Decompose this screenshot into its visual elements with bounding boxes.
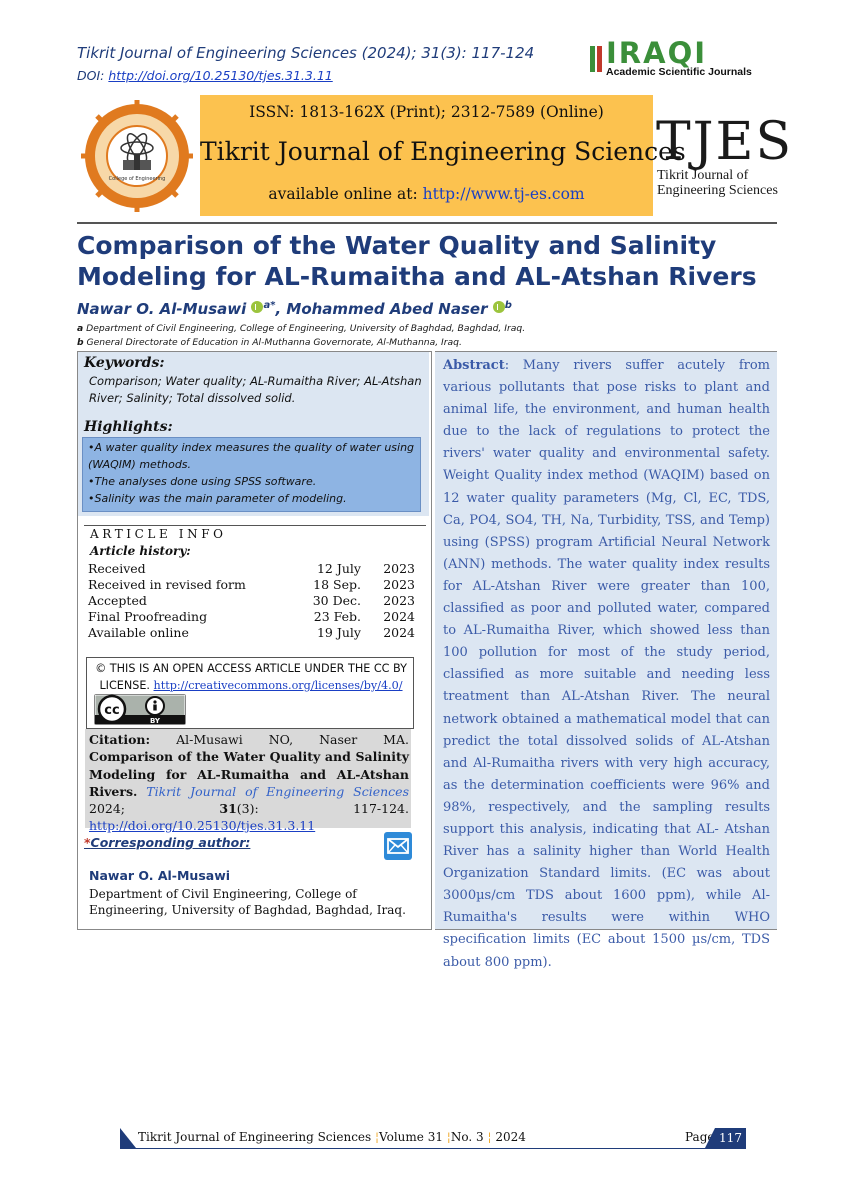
highlight-text: A water quality index measures the quality of water using (WAQIM) methods. bbox=[88, 441, 415, 471]
iraqi-logo-word: IRAQI bbox=[606, 36, 708, 70]
abstract-text bbox=[443, 355, 770, 974]
running-header-doi bbox=[77, 68, 333, 83]
tjes-logo-name bbox=[657, 168, 778, 198]
history-date: 12 July bbox=[316, 561, 361, 576]
abstract-label: Abstract bbox=[443, 358, 505, 373]
footer-page-number: 117 bbox=[715, 1128, 746, 1148]
history-date: 18 Sep. bbox=[313, 577, 361, 592]
abstract-body: : Many rivers suffer acutely from various pollutants that pose risks to plant and animal life, the environment, and human health due to the lack of regulations to protect the rivers' water quality and environmental safety. Weight Quality index method (WAQIM) based on 12 water quality parameters (Mg, Cl, EC, TDS, Ca, PO4, SO4, TH, Na, Turbidity, TSS, and Temp) using (SPSS) program Artificial Neural Network (ANN) methods. The water quality index results for AL-Atshan River were greater than 100, classified as poor and polluted water, compared to AL-Rumaitha River, which showed less than 100 pollution for most of the study period, classified as more suitable and needing less treatment than AL-Atshan River. The neural network obtained a mathematical model that can predict the total dissolved solids of AL-Atshan and Al-Rumaitha rivers with very high accuracy, as the determination coefficients were 96% and 98%, respectively, and the sampling results support this analysis, indicating that AL- Atshan River has a salinity higher than World Health Organization Standard limits. (EC was about 3000µs/cm TDS about 1600 ppm), while Al-Rumaitha's results were within WHO specification limits (EC about 1500 µs/cm, TDS about 800 ppm). bbox=[443, 358, 770, 970]
author-separator: , bbox=[275, 300, 287, 318]
by-text: BY bbox=[149, 717, 161, 725]
citation-label: Citation: bbox=[89, 732, 151, 747]
affiliation-text: Department of Civil Engineering, College of Engineering, University of Baghdad, Baghdad, Iraq. bbox=[86, 323, 526, 334]
history-date: 19 July bbox=[316, 625, 361, 640]
corresponding-author-heading bbox=[84, 835, 250, 850]
tjes-logo-line2: Engineering Sciences bbox=[657, 183, 778, 198]
license-text bbox=[93, 660, 409, 694]
footer-text: Tikrit Journal of Engineering Sciences ¦Volume 31 ¦No. 3 ¦ 2024 bbox=[138, 1130, 526, 1144]
history-year: 2023 bbox=[383, 561, 415, 576]
orcid-icon[interactable] bbox=[251, 301, 263, 313]
highlight-item bbox=[88, 490, 416, 507]
corresponding-author-address: Department of Civil Engineering, College of Engineering, University of Baghdad, Baghdad, Iraq. bbox=[89, 887, 406, 917]
running-header-journal: Tikrit Journal of Engineering Sciences (2024); 31(3): 117-124 bbox=[77, 44, 535, 62]
abstract-panel bbox=[435, 351, 777, 970]
history-year: 2023 bbox=[383, 593, 415, 608]
university-seal-icon bbox=[78, 100, 196, 212]
iraqi-journals-logo bbox=[588, 36, 778, 80]
affiliation-b bbox=[77, 337, 462, 348]
history-date: 30 Dec. bbox=[312, 593, 361, 608]
citation-doi-link[interactable]: http://doi.org/10.25130/tjes.31.3.11 bbox=[89, 818, 316, 834]
author-2-name: Mohammed Abed Naser bbox=[286, 300, 488, 318]
issn: ISSN: 1813-162X (Print); 2312-7589 (Online) bbox=[249, 103, 604, 121]
orcid-icon[interactable] bbox=[493, 301, 505, 313]
citation-year: 2024; bbox=[89, 801, 126, 817]
citation-text bbox=[89, 731, 409, 835]
history-row-accepted bbox=[88, 593, 418, 609]
article-history-heading: Article history: bbox=[90, 544, 191, 558]
cc-by-badge-icon[interactable] bbox=[94, 694, 186, 725]
article-info-heading: ARTICLE INFO bbox=[90, 527, 227, 541]
citation-volume: 31 bbox=[219, 801, 237, 817]
banner-journal-title: Tikrit Journal of Engineering Sciences bbox=[200, 137, 686, 166]
history-year: 2023 bbox=[383, 577, 415, 592]
citation-box bbox=[85, 729, 411, 834]
doi-link[interactable]: http://doi.org/10.25130/tjes.31.3.11 bbox=[108, 68, 333, 83]
highlight-text: Salinity was the main parameter of modeling. bbox=[94, 492, 347, 505]
history-year: 2024 bbox=[383, 609, 415, 624]
history-year: 2024 bbox=[383, 625, 415, 640]
author-line bbox=[77, 300, 512, 318]
highlight-text: The analyses done using SPSS software. bbox=[94, 475, 317, 488]
history-row-online bbox=[88, 625, 418, 641]
highlights-list bbox=[88, 439, 416, 507]
citation-journal: Tikrit Journal of Engineering Sciences bbox=[146, 783, 409, 799]
email-icon[interactable] bbox=[384, 832, 412, 860]
author-1-sup: a* bbox=[263, 300, 276, 311]
available-online bbox=[200, 185, 653, 203]
citation-authors: Al-Musawi NO, Naser MA. bbox=[176, 732, 409, 747]
footer-year: 2024 bbox=[495, 1130, 526, 1144]
author-2-sup: b bbox=[504, 300, 512, 311]
citation-issue-pages: (3): 117-124. bbox=[236, 801, 409, 817]
corresponding-star: * bbox=[84, 835, 91, 850]
license-box bbox=[86, 657, 414, 729]
seal-text: College of Engineering bbox=[108, 176, 166, 182]
highlight-item bbox=[88, 473, 416, 490]
history-date: 23 Feb. bbox=[313, 609, 361, 624]
highlight-item bbox=[88, 439, 416, 473]
history-label: Received in revised form bbox=[88, 577, 246, 592]
license-link[interactable]: http://creativecommons.org/licenses/by/4.0/ bbox=[153, 679, 403, 692]
history-label: Accepted bbox=[88, 593, 147, 608]
keywords-text: Comparison; Water quality; AL-Rumaitha River; AL-Atshan River; Salinity; Total dissolved solid. bbox=[89, 374, 422, 405]
header-divider bbox=[77, 222, 777, 224]
journal-website-link[interactable]: http://www.tj-es.com bbox=[422, 185, 585, 203]
article-title: Comparison of the Water Quality and Salinity Modeling for AL-Rumaitha and AL-Atshan Rivers bbox=[77, 231, 757, 291]
tjes-logo-abbr: TJES bbox=[656, 112, 794, 172]
cc-text: cc bbox=[104, 703, 120, 718]
history-row-received bbox=[88, 561, 418, 577]
affiliation-text: General Directorate of Education in Al-Muthanna Governorate, Al-Muthanna, Iraq. bbox=[86, 337, 462, 348]
footer-journal: Tikrit Journal of Engineering Sciences bbox=[138, 1130, 372, 1144]
highlights-box bbox=[82, 437, 421, 512]
highlights-heading: Highlights: bbox=[84, 419, 173, 435]
history-label: Received bbox=[88, 561, 146, 576]
author-1-name: Nawar O. Al-Musawi bbox=[77, 300, 247, 318]
license-statement: © THIS IS AN OPEN ACCESS ARTICLE UNDER THE CC BY LICENSE. bbox=[95, 662, 407, 692]
footer-volume: Volume 31 bbox=[379, 1130, 443, 1144]
corresponding-author-name: Nawar O. Al-Musawi bbox=[89, 868, 231, 883]
affiliation-key: a bbox=[77, 323, 84, 334]
article-info-divider bbox=[84, 525, 426, 526]
available-label: available online at: bbox=[268, 185, 418, 203]
affiliation-a bbox=[77, 323, 525, 334]
journal-banner bbox=[200, 95, 686, 216]
doi-label: DOI: bbox=[77, 68, 105, 83]
page-footer bbox=[120, 1128, 746, 1150]
iraqi-logo-subtitle: Academic Scientific Journals bbox=[606, 66, 752, 78]
history-row-proofreading bbox=[88, 609, 418, 625]
keywords-heading: Keywords: bbox=[84, 355, 165, 371]
footer-triangle bbox=[120, 1128, 136, 1148]
tjes-logo-line1: Tikrit Journal of bbox=[657, 168, 749, 183]
citation-title: Comparison of the Water Quality and Salinity Modeling for AL-Rumaitha and AL-Atshan Rivers. bbox=[89, 749, 409, 799]
affiliation-key: b bbox=[77, 337, 84, 348]
history-row-revised bbox=[88, 577, 418, 593]
history-label: Available online bbox=[88, 625, 189, 640]
footer-number: No. 3 bbox=[450, 1130, 484, 1144]
corresponding-label: Corresponding author: bbox=[90, 835, 251, 850]
history-label: Final Proofreading bbox=[88, 609, 208, 624]
footer-page-label: Page bbox=[685, 1130, 715, 1144]
